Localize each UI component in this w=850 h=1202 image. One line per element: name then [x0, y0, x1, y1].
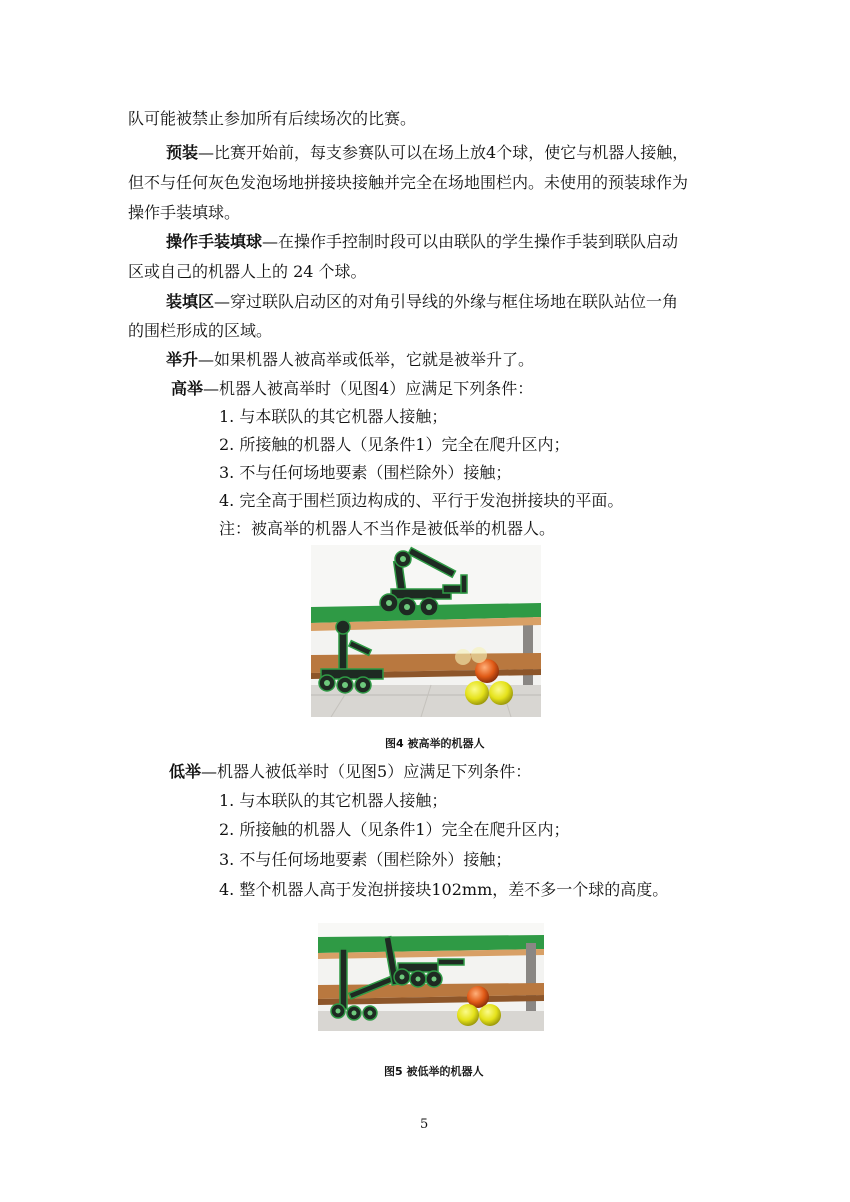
loading-zone-text-1: —穿过联队启动区的对角引导线的外缘与框住场地在联队站位一角	[214, 292, 679, 311]
figure-4-image	[311, 545, 541, 717]
figure-5-image	[318, 923, 544, 1031]
high-condition-4: 4. 完全高于围栏顶边构成的、平行于发泡拼接块的平面。	[219, 491, 624, 510]
high-condition-2: 2. 所接触的机器人（见条件1）完全在爬升区内；	[219, 435, 570, 454]
lift-text: —如果机器人被高举或低举，它就是被举升了。	[198, 350, 535, 369]
preload-text-1: —比赛开始前，每支参赛队可以在场上放4个球，使它与机器人接触，	[198, 143, 689, 162]
low-condition-1: 1. 与本联队的其它机器人接触；	[219, 791, 448, 810]
low-condition-3: 3. 不与任何场地要素（围栏除外）接触；	[219, 850, 512, 869]
low-lift-term: 低举	[169, 762, 202, 781]
preload-term: 预装	[166, 143, 199, 162]
high-condition-1: 1. 与本联队的其它机器人接触；	[219, 407, 448, 426]
figure-5-caption: 图5 被低举的机器人	[384, 1065, 484, 1078]
driver-load-line-1	[166, 232, 678, 252]
low-condition-4: 4. 整个机器人高于发泡拼接块102mm，差不多一个球的高度。	[219, 880, 669, 899]
driver-load-term: 操作手装填球	[166, 232, 263, 251]
lift-term: 举升	[166, 350, 199, 369]
high-lift-line	[171, 379, 533, 399]
low-lift-line	[169, 762, 531, 782]
high-lift-text: —机器人被高举时（见图4）应满足下列条件：	[203, 379, 534, 398]
high-note: 注：被高举的机器人不当作是被低举的机器人。	[219, 519, 556, 538]
preload-line-2: 但不与任何灰色发泡场地拼接块接触并完全在场地围栏内。未使用的预装球作为	[128, 173, 689, 192]
figure-4-caption: 图4 被高举的机器人	[385, 737, 485, 750]
page-number: 5	[420, 1117, 429, 1132]
preload-line-1	[166, 143, 688, 163]
loading-zone-term: 装填区	[166, 292, 215, 311]
paragraph-continuation: 队可能被禁止参加所有后续场次的比赛。	[128, 109, 417, 128]
driver-load-line-2: 区或自己的机器人上的 24 个球。	[128, 262, 367, 281]
low-lift-text: —机器人被低举时（见图5）应满足下列条件：	[201, 762, 532, 781]
loading-zone-line-2: 的围栏形成的区域。	[128, 321, 273, 340]
preload-line-3: 操作手装填球。	[128, 203, 241, 222]
loading-zone-line-1	[166, 292, 678, 312]
driver-load-text-1: —在操作手控制时段可以由联队的学生操作手装到联队启动	[262, 232, 679, 251]
high-lift-term: 高举	[171, 379, 204, 398]
high-condition-3: 3. 不与任何场地要素（围栏除外）接触；	[219, 463, 512, 482]
lift-line	[166, 350, 534, 370]
low-condition-2: 2. 所接触的机器人（见条件1）完全在爬升区内；	[219, 820, 570, 839]
